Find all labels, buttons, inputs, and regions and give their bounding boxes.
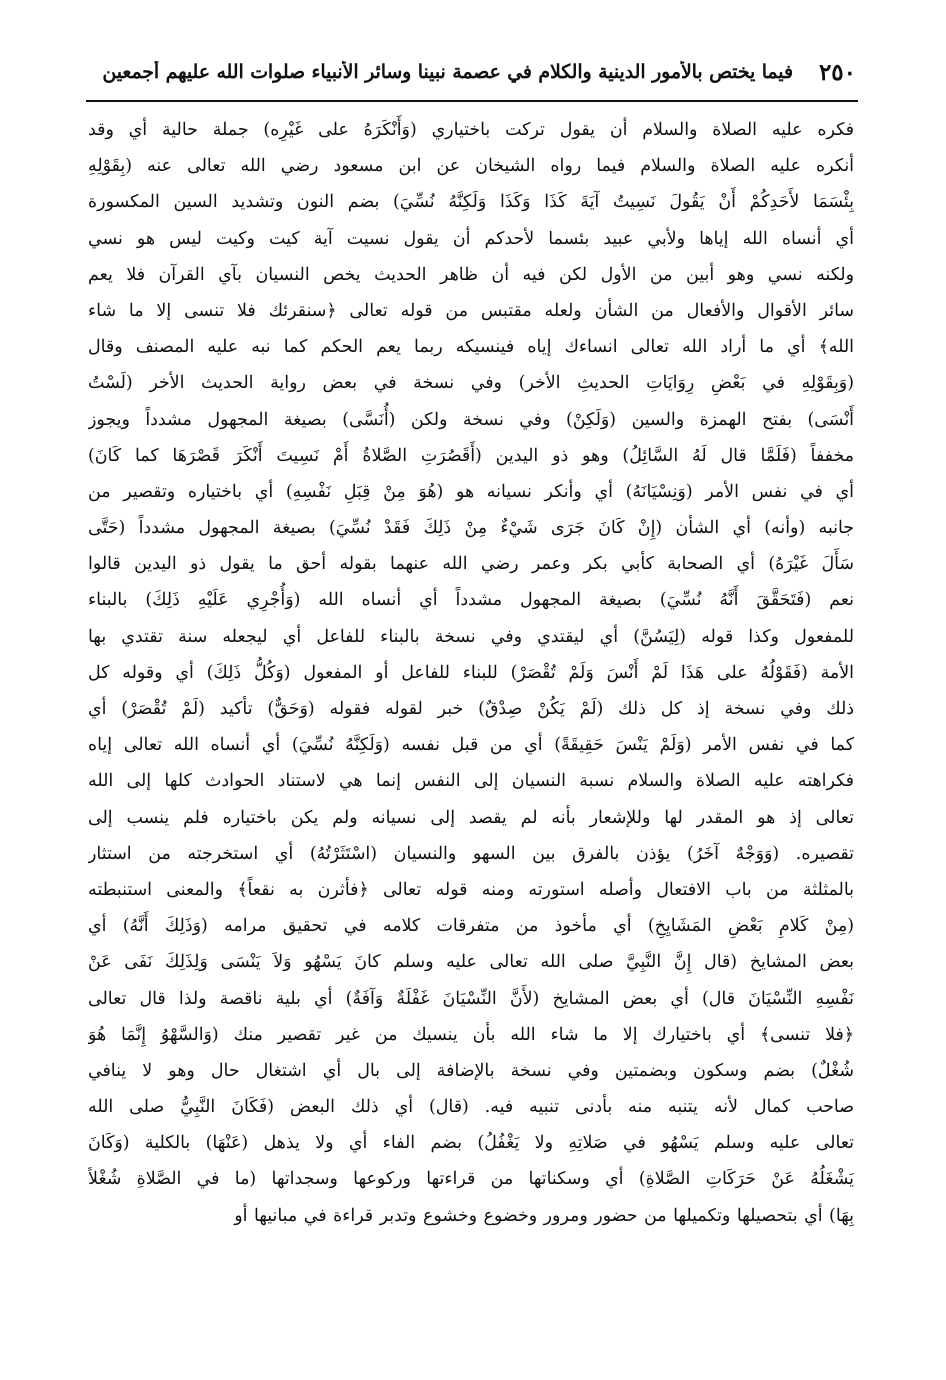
text-line: بالمثلثة من باب الافتعال وأصله استورته ومنه قوله تعالى ﴿فأثرن به نقعاً﴾ والمعنى استنبطته xyxy=(88,879,854,900)
text-line: أي أنساه الله إياها ولأبي عبيد بئسما لأحدكم أن يقول نسيت آية كيت وكيت ليس هو نسي xyxy=(88,228,854,249)
text-line: أَنْسَى) بفتح الهمزة والسين (وَلَكِنْ) وفي نسخة ولكن (أُنَسَّى) بصيغة المجهول مشدداً ويجوز xyxy=(88,409,854,430)
header-divider xyxy=(86,100,858,102)
page-header xyxy=(90,52,856,92)
body-text xyxy=(88,112,854,1234)
text-line: صاحب كمال لأنه يتنبه منه بأدنى تنبيه فيه. (قال) أي ذلك البعض (فَكَانَ النَّبِيُّ صلى الله xyxy=(88,1097,854,1118)
running-title: فيما يختص بالأمور الدينية والكلام في عصمة نبينا وسائر الأنبياء صلوات الله عليهم أجمعين xyxy=(102,61,793,83)
text-line: بِهَا) أي بتحصيلها وتكميلها من حضور ومرور وخضوع وخشوع وتدبر قراءة في مبانيها أو xyxy=(234,1205,854,1226)
text-line: تقصيره. (وَوَجْهٌ آخَرُ) يؤذن بالفرق بين السهو والنسيان (اسْتَثَرْتُهُ) أي استخرجته من استثار xyxy=(88,843,854,864)
text-line: جانبه (وأنه) أي الشأن (إِنْ كَانَ جَرَى شَيْءٌ مِنْ ذَلِكَ فَقَدْ نُسِّيَ) بصيغة المجهول مشدداً (حَتَّى xyxy=(88,518,854,539)
text-line: تعالى إذ هو المقدر لها وللإشعار بأنه لم يقصد إلى نسيانه ولم يكن باختياره فلم ينسب إلى xyxy=(88,807,854,828)
text-line: مخففاً (فَلَمَّا قال لَهُ السَّائِلُ) وهو ذو اليدين (أَقَصُرَتِ الصَّلاةُ أَمْ نَسِيتَ أَنْكَرَ قَصْرَهَا كما كَانَ) xyxy=(88,445,854,466)
text-line: أنكره عليه الصلاة والسلام فيما رواه الشيخان عن ابن مسعود رضي الله تعالى عنه (بِقَوْلِهِ xyxy=(88,156,854,177)
text-line: الله﴾ أي ما أراد الله تعالى انساءك إياه فينسيكه ربما يعم الحكم كما نبه عليه المصنف وقال xyxy=(88,337,854,358)
text-line: أي في نفس الأمر (وَنِسْيَانَهُ) أي وأنكر نسيانه هو (هُوَ مِنْ قِبَلِ نَفْسِهِ) أي باختياره وتقصير من xyxy=(88,481,854,502)
text-line: نَفْسِهِ النِّسْيَانَ قال) أي بعض المشايخ (لأَنَّ النِّسْيَانَ غَفْلَةٌ وَآفَةٌ) أي بلية ناقصة ولذا قال تعالى xyxy=(88,988,854,1009)
text-line: تعالى عليه وسلم يَسْهُو في صَلاتِهِ ولا يَغْفُلُ) بضم الفاء أي ولا يذهل (عَنْهَا) بالكلية (وَكَانَ xyxy=(88,1133,854,1154)
text-line: نعم (فَتَحَقَّقَ أَنَّهُ نُسِّيَ) بصيغة المجهول مشدداً أي أنساه الله (وَأُجْرِي عَلَيْهِ ذَلِكَ) بالبناء xyxy=(88,590,854,611)
text-line: كما في نفس الأمر (وَلَمْ يَنْسَ حَقِيقَةً) أي من قبل نفسه (وَلَكِنَّهُ نُسِّيَ) أي أنساه الله تعالى إياه xyxy=(88,735,854,756)
text-line: ولكنه نسي وهو أبين من الأول لكن فيه أن ظاهر الحديث يخص النسيان بآي القرآن فلا يعم xyxy=(88,264,854,285)
text-line: بعض المشايخ (قال إِنَّ النَّبِيَّ صلى الله تعالى عليه وسلم كانَ يَسْهُو وَلاَ يَنْسَى وَلِذَلِكَ نَفَى عَنْ xyxy=(88,952,854,973)
text-line: ذلك وفي نسخة إذ كل ذلك (لَمْ يَكُنْ صِدْقٌ) خبر لقوله فقوله (وَحَقٌّ) تأكيد (لَمْ تُقْصَرْ) أي xyxy=(88,699,854,719)
page-number: ٢٥٠ xyxy=(818,58,856,86)
text-line: شُغْلٌ) بضم وسكون وبضمتين وفي نسخة بالإضافة إلى بال أي اشتغال حال وهو لا ينافي xyxy=(88,1060,854,1081)
text-line: (مِنْ كَلامِ بَعْضِ المَشَايِخِ) أي مأخوذ من متفرقات كلامه في تحقيق مرامه (وَذَلِكَ أَنَّهُ) أي xyxy=(88,916,854,937)
text-line: سائر الأقوال والأفعال من الشأن ولعله مقتبس من قوله تعالى ﴿سنقرئك فلا تنسى إلا ما شاء xyxy=(88,300,854,321)
text-line: للمفعول وكذا قوله (لِيَسُنَّ) أي ليقتدي وفي نسخة بالبناء للفاعل أي ليجعله سنة تقتدي بها xyxy=(88,626,854,647)
text-line: فكراهته عليه الصلاة والسلام نسبة النسيان إلى النفس إنما هي لاستناد الحوادث كلها إلى الله xyxy=(88,771,854,792)
text-line: سَأَلَ غَيْرَهُ) أي الصحابة كأبي بكر وعمر رضي الله عنهما بقوله أحق ما يقول ذو اليدين قالوا xyxy=(88,554,854,575)
text-line: يَشْغَلُهُ عَنْ حَرَكَاتِ الصَّلاةِ) أي وسكناتها من قراءتها وركوعها وسجداتها (ما في الصَّلاةِ شُغْلاً xyxy=(88,1169,854,1190)
text-line: فكره عليه الصلاة والسلام أن يقول تركت باختياري (وَأَنْكَرَهُ على غَيْرِه) جملة حالية أي وقد xyxy=(88,120,854,140)
text-line: الأمة (فَقَوْلُهُ على هَذَا لَمْ أَنْسَ وَلَمْ تُقْصَرْ) للبناء للفاعل أو المفعول (وَكُلُّ ذَلِكَ) أي وقوله كل xyxy=(88,662,854,683)
text-line: (وَبِقَوْلِهِ في بَعْضِ رِوَايَاتِ الحديثِ الأخر) وفي نسخة في بعض رواية الحديث الأخر (لَسْتُ xyxy=(88,373,854,394)
text-line: بِئْسَمَا لأَحَدِكُمْ أَنْ يَقُولَ نَسِيتُ آيَةَ كَذَا وَكَذَا وَلَكِنَّهُ نُسِّيَ) بضم النون وتشديد السين المكسورة xyxy=(88,192,854,213)
text-line: ﴿فلا تنسى﴾ أي باختيارك إلا ما شاء الله بأن ينسيك من غير تقصير منك (وَالسَّهْوُ إِنَّمَا هُوَ xyxy=(88,1024,854,1045)
